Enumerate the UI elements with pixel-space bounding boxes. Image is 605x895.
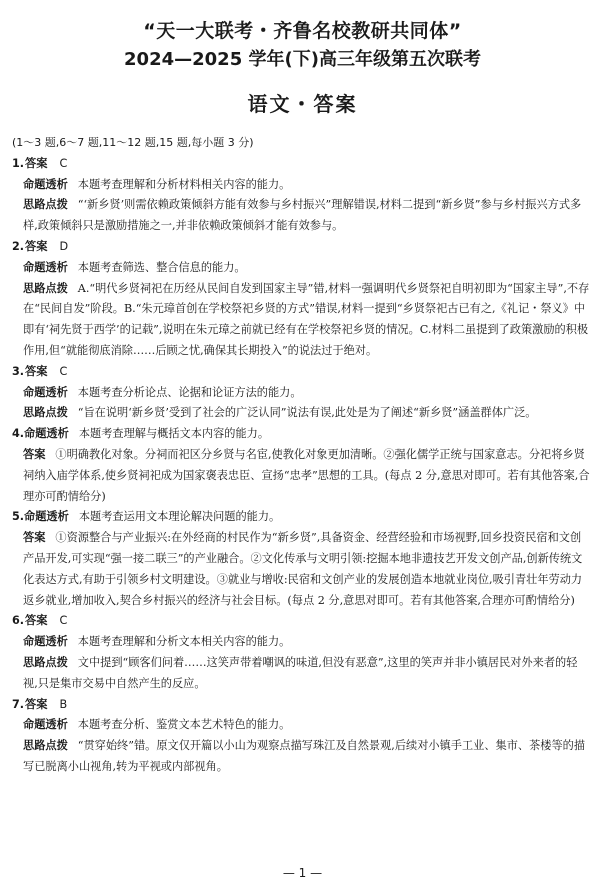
hint-label: 思路点拨 xyxy=(23,281,68,295)
answer-choice: B xyxy=(59,697,68,711)
hint-text: “贯穿始终”错。原文仅开篇以小山为观察点描写珠江及自然景观,后续对小镇手工业、集市、茶楼等的描写已脱离小山视角,转为平视或内部视角。 xyxy=(23,739,586,773)
hint-text: 文中提到“顾客们问着……这笑声带着嘲讽的味道,但没有恶意”,这里的笑声并非小镇居民对外来者的轻视,只是集市交易中自然产生的反应。 xyxy=(23,655,578,690)
question-5-header xyxy=(12,507,592,528)
analysis-label: 命题透析 xyxy=(23,260,68,274)
hint-label: 思路点拨 xyxy=(23,198,68,212)
question-number: 2. xyxy=(12,239,25,253)
question-7-analysis xyxy=(12,715,592,736)
answer-choice: C xyxy=(59,364,68,378)
question-3-analysis xyxy=(12,383,592,404)
question-4-answer xyxy=(12,445,592,507)
page-number: — 1 — xyxy=(282,866,323,880)
question-2-hint xyxy=(12,279,592,362)
analysis-label: 命题透析 xyxy=(24,510,69,524)
exam-session-title: 2024—2025 学年(下)高三年级第五次联考 xyxy=(124,49,481,70)
answer-label: 答案 xyxy=(23,447,46,461)
hint-text: A.“明代乡贤祠祀在历经从民间自发到国家主导”错,材料一强调明代乡贤祭祀自明初即为“国家主导”,不存在“民间自发”阶段。B.“朱元璋首创在学校祭祀乡贤的方式”错误,材料一提到“乡贤祭祀古已有之,《礼记・祭义》中即有‘祠先贤于西学’的记载”,说明在朱元璋之前就已经有在学校祭祀乡贤的情况。C.材料二虽提到了政策激励的积极作用,但“就能彻底消除……后顾之忧,确保其长期投入”的说法过于绝对。 xyxy=(23,281,590,357)
question-number: 5. xyxy=(12,510,25,524)
answer-label: 答案 xyxy=(23,531,46,545)
analysis-text: 本题考查分析、鉴赏文本艺术特色的能力。 xyxy=(77,718,291,732)
analysis-label: 命题透析 xyxy=(23,635,68,649)
analysis-text: 本题考查分析论点、论据和论证方法的能力。 xyxy=(77,385,302,399)
question-3-header xyxy=(12,362,592,383)
question-number: 4. xyxy=(12,427,25,441)
answer-choice: C xyxy=(59,614,68,628)
question-number: 3. xyxy=(12,364,25,378)
analysis-text: 本题考查理解和分析材料相关内容的能力。 xyxy=(77,177,291,191)
question-number: 1. xyxy=(12,156,25,170)
hint-text: “旨在说明‘新乡贤’受到了社会的广泛认同”说法有误,此处是为了阐述“新乡贤”涵盖群体广泛。 xyxy=(77,406,537,420)
answer-label: 答案 xyxy=(25,614,48,628)
analysis-text: 本题考查运用文本理论解决问题的能力。 xyxy=(78,510,281,524)
question-6-header xyxy=(12,611,592,632)
answer-label: 答案 xyxy=(25,156,48,170)
analysis-text: 本题考查筛选、整合信息的能力。 xyxy=(77,260,246,274)
question-5-answer xyxy=(12,528,592,611)
analysis-text: 本题考查理解与概括文本内容的能力。 xyxy=(78,427,270,441)
question-2-analysis xyxy=(12,258,592,279)
question-number: 6. xyxy=(12,614,25,628)
answer-label: 答案 xyxy=(25,697,48,711)
analysis-label: 命题透析 xyxy=(24,427,69,441)
hint-label: 思路点拨 xyxy=(23,655,68,669)
question-1-header xyxy=(12,154,592,175)
analysis-label: 命题透析 xyxy=(23,718,68,732)
question-number: 7. xyxy=(12,697,25,711)
question-1-hint xyxy=(12,195,592,237)
analysis-label: 命题透析 xyxy=(23,177,68,191)
question-6-analysis xyxy=(12,632,592,653)
analysis-label: 命题透析 xyxy=(23,385,68,399)
analysis-text: 本题考查理解和分析文本相关内容的能力。 xyxy=(77,635,291,649)
hint-text: “‘新乡贤’则需依赖政策倾斜方能有效参与乡村振兴”理解错误,材料二提到“新乡贤”参与乡村振兴方式多样,政策倾斜只是激励措施之一,并非依赖政策倾斜才能有效参与。 xyxy=(23,198,582,233)
answer-label: 答案 xyxy=(25,364,48,378)
subject-title: 语文・答案 xyxy=(247,92,358,116)
answer-content xyxy=(12,133,592,778)
question-3-hint xyxy=(12,403,592,424)
score-scope-note: (1～3 题,6～7 题,11～12 题,15 题,每小题 3 分) xyxy=(12,136,254,149)
question-2-header xyxy=(12,237,592,258)
hint-label: 思路点拨 xyxy=(23,406,68,420)
question-4-header xyxy=(12,424,592,445)
exam-union-title: “天一大联考・齐鲁名校教研共同体” xyxy=(143,20,462,42)
question-7-hint xyxy=(12,736,592,778)
answer-choice: C xyxy=(59,156,68,170)
hint-label: 思路点拨 xyxy=(23,739,68,753)
answer-text: ①资源整合与产业振兴:在外经商的村民作为“新乡贤”,具备资金、经营经验和市场视野,回乡投资民宿和文创产品开发,可实现“强一接二联三”的产业融合。②文化传承与文明引领:挖掘本地非遗技艺开发文创产品,创新传统文化表达方式,有助于引领乡村文明建设。③就业与增收:民宿和文创产业的发展创造本地就业岗位,吸引青壮年劳动力返乡就业,增加收入,契合乡村振兴的经济与社会目标。(每点 2 分,意思对即可。若有其他答案,合理亦可酌情给分) xyxy=(23,531,583,607)
answer-label: 答案 xyxy=(25,239,48,253)
question-7-header xyxy=(12,695,592,716)
question-1-analysis xyxy=(12,175,592,196)
question-6-hint xyxy=(12,653,592,695)
answer-text: ①明确教化对象。分祠而祀区分乡贤与名宦,使教化对象更加清晰。②强化儒学正统与国家意志。分祀将乡贤祠纳入庙学体系,使乡贤祠祀成为国家褒表忠臣、宣扬“忠孝”思想的工具。(每点 2 分,意思对即可。若有其他答案,合理亦可酌情给分) xyxy=(23,447,590,503)
answer-choice: D xyxy=(59,239,69,253)
